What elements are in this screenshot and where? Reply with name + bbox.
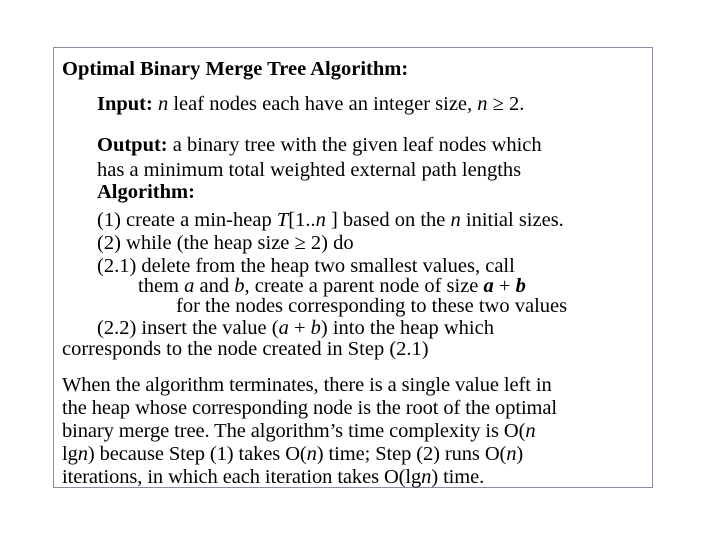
input-text-b: ≥ 2. <box>487 93 525 115</box>
step-2-2-var-b: b <box>310 317 321 339</box>
step-1-text-c: ] based on the <box>325 209 451 231</box>
conclusion-line-4 <box>62 443 523 465</box>
step-2-1-text-c: , create a parent node of size <box>244 275 484 297</box>
step-2-2-text-b: + <box>288 317 311 339</box>
conclusion-text-5b: ) time. <box>431 466 485 488</box>
input-line <box>97 93 524 115</box>
output-label: Output: <box>97 134 168 156</box>
step-2-1-text-a: them <box>138 275 185 297</box>
step-2-1-var-b: b <box>234 275 245 297</box>
step-2-2-text-a: (2.2) insert the value ( <box>97 317 279 339</box>
step-1-text-b: [1.. <box>288 209 316 231</box>
step-2-1-var-ab-a: a <box>483 275 494 297</box>
step-2-1-line-2 <box>138 275 526 297</box>
conclusion-line-1: When the algorithm terminates, there is a single value left in <box>62 374 552 396</box>
conclusion-text-4a: lg <box>62 443 78 465</box>
input-var-n2: n <box>477 93 488 115</box>
step-1-var-n2: n <box>450 209 461 231</box>
conclusion-text-5a: iterations, in which each iteration takes O(lg <box>62 466 422 488</box>
conclusion-line-5 <box>62 466 484 488</box>
conclusion-var-n: n <box>525 420 536 442</box>
step-2-2-line-2: corresponds to the node created in Step (2.1) <box>62 338 429 360</box>
step-2-1-var-ab-b: b <box>515 275 526 297</box>
step-2-1-text-d: + <box>493 275 516 297</box>
step-1-var-T: T <box>276 209 289 231</box>
step-1-var-n: n <box>315 209 326 231</box>
step-1-text-d: initial sizes. <box>460 209 564 231</box>
step-2-2-var-a: a <box>278 317 289 339</box>
input-label: Input: <box>97 93 153 115</box>
conclusion-var-n-2: n <box>77 443 88 465</box>
input-text-a: leaf nodes each have an integer size, <box>168 93 478 115</box>
conclusion-line-2: the heap whose corresponding node is the root of the optimal <box>62 397 557 419</box>
output-text-1: a binary tree with the given leaf nodes which <box>167 134 542 156</box>
step-2-1-line-3: for the nodes corresponding to these two values <box>176 295 568 317</box>
step-2-line: (2) while (the heap size ≥ 2) do <box>97 232 354 254</box>
step-1-text-a: (1) create a min-heap <box>97 209 277 231</box>
page-title: Optimal Binary Merge Tree Algorithm: <box>62 58 409 80</box>
conclusion-var-n-4: n <box>506 443 517 465</box>
step-2-1-text-b: and <box>194 275 235 297</box>
conclusion-text-4b: ) because Step (1) takes O( <box>87 443 307 465</box>
output-line-2: has a minimum total weighted external path lengths <box>97 159 522 181</box>
step-2-2-text-c: ) into the heap which <box>320 317 494 339</box>
step-2-2-line-1 <box>97 317 494 339</box>
conclusion-var-n-3: n <box>306 443 317 465</box>
output-line-1 <box>97 134 542 156</box>
conclusion-text-3a: binary merge tree. The algorithm’s time complexity is O( <box>62 420 526 442</box>
conclusion-text-4d: ) <box>516 443 524 465</box>
conclusion-text-4c: ) time; Step (2) runs O( <box>316 443 507 465</box>
input-var-n: n <box>157 93 169 115</box>
algorithm-label: Algorithm: <box>97 181 195 203</box>
step-1-line <box>97 209 564 231</box>
step-2-1-line-1: (2.1) delete from the heap two smallest values, call <box>97 255 515 277</box>
step-2-1-var-a: a <box>184 275 195 297</box>
conclusion-var-n-5: n <box>421 466 432 488</box>
conclusion-line-3 <box>62 420 535 442</box>
